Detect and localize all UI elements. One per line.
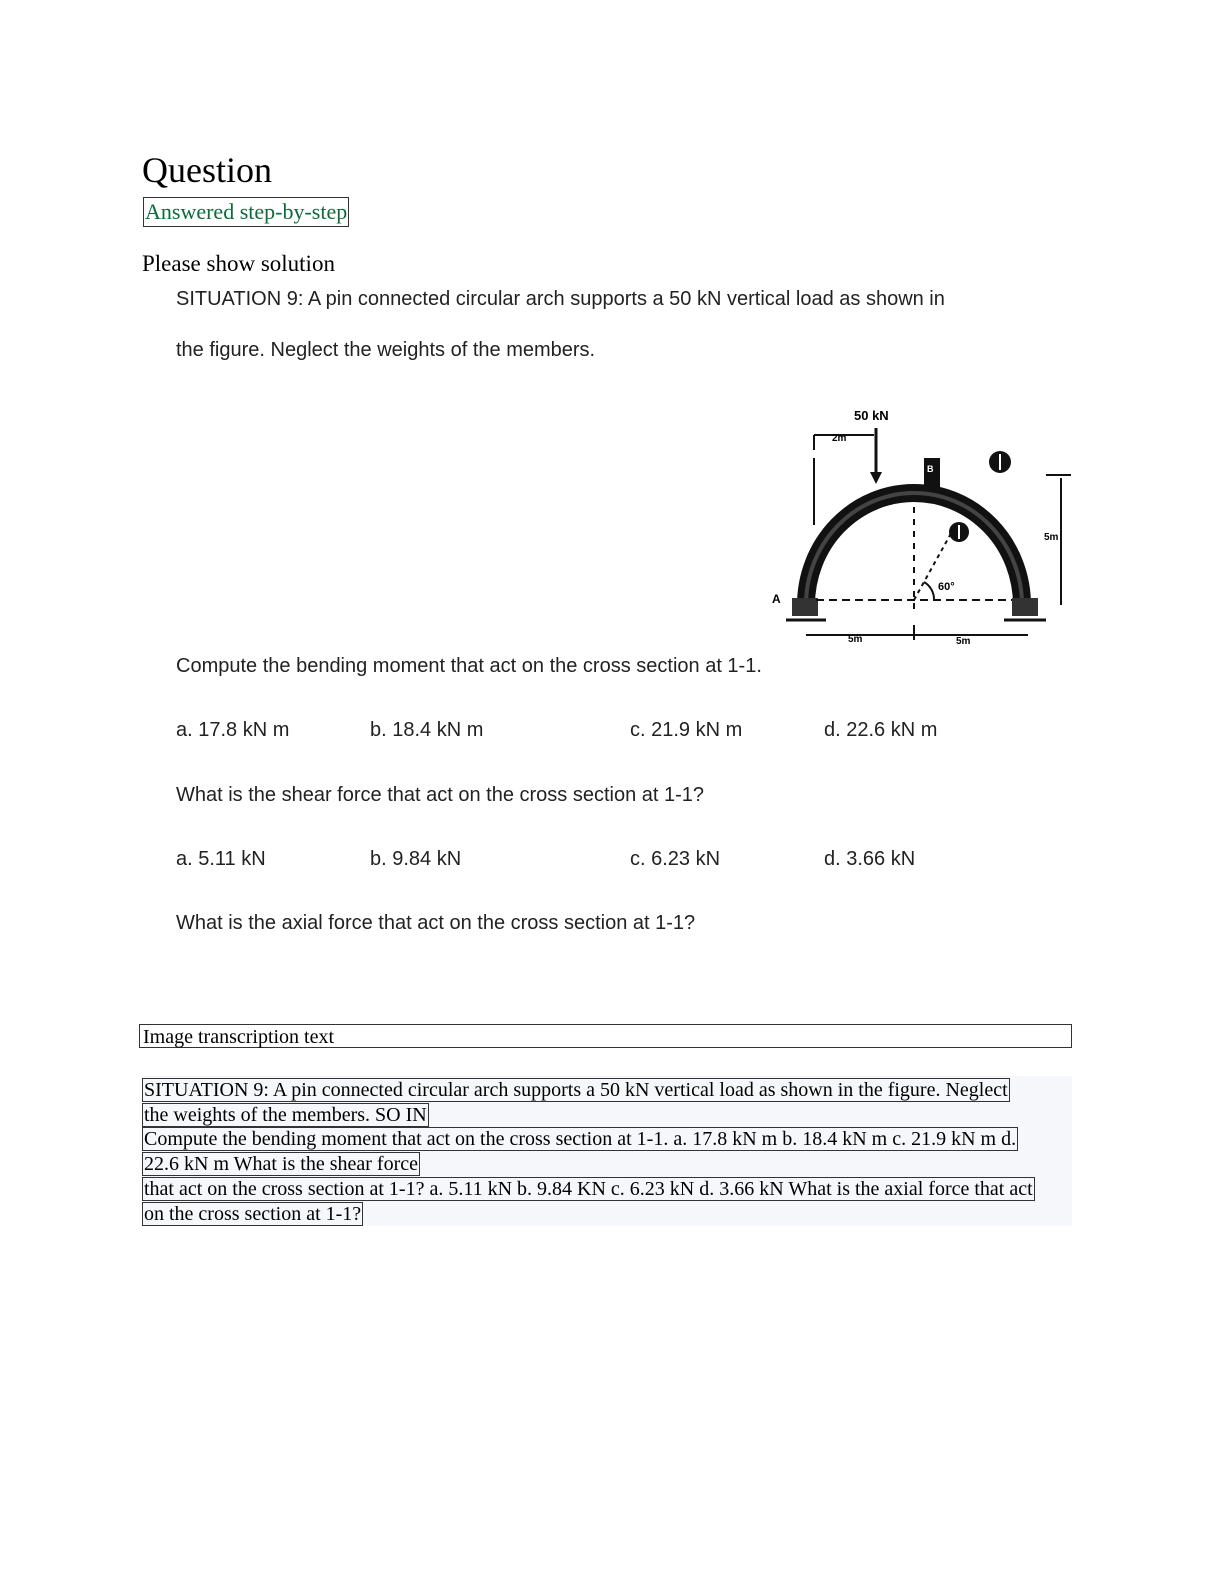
dim-bottom-left-label: 5m [848,634,863,645]
load-label: 50 kN [854,408,889,423]
transcription-line: the weights of the members. SO IN [144,1104,427,1126]
q2-option-b: b. 9.84 kN [370,848,462,870]
q1-option-d: d. 22.6 kN m [824,719,938,741]
transcription-body [142,1076,1072,1226]
load-arrow-head [870,472,882,484]
support-right [1012,598,1038,616]
arch-figure [766,400,1076,650]
q2-option-a: a. 5.11 kN [176,848,266,870]
situation-line-1: SITUATION 9: A pin connected circular arch supports a 50 kN vertical load as shown in [176,288,945,310]
support-left [792,598,818,616]
q1-option-a: a. 17.8 kN m [176,719,290,741]
dim-bottom-right-label: 5m [956,636,971,647]
transcription-line: SITUATION 9: A pin connected circular arch supports a 50 kN vertical load as shown in the figure. Neglect [144,1079,1008,1101]
transcription-header[interactable]: Image transcription text [139,1024,1072,1048]
question-bending-moment: Compute the bending moment that act on the cross section at 1-1. [176,655,762,677]
label-a: A [772,592,781,606]
page-title: Question [142,150,272,190]
angle-label: 60° [938,581,955,593]
q1-option-c: c. 21.9 kN m [630,719,743,741]
q2-option-c: c. 6.23 kN [630,848,721,870]
question-axial-force: What is the axial force that act on the cross section at 1-1? [176,912,696,934]
angle-arc [924,582,934,600]
transcription-line: Compute the bending moment that act on the cross section at 1-1. a. 17.8 kN m b. 18.4 kN m c. 21.9 kN m d. [144,1128,1017,1150]
transcription-line: on the cross section at 1-1? [144,1203,362,1225]
question-prompt: Please show solution [142,251,335,276]
dim-right-label: 5m [1044,532,1059,543]
situation-line-2: the figure. Neglect the weights of the members. [176,339,596,361]
dim-top-label: 2m [832,433,847,444]
transcription-line: that act on the cross section at 1-1? a. 5.11 kN b. 9.84 KN c. 6.23 kN d. 3.66 kN What is the axial force that act [144,1178,1033,1200]
transcription-line: 22.6 kN m What is the shear force [144,1153,418,1175]
answered-badge[interactable]: Answered step-by-step [143,197,349,227]
q1-option-b: b. 18.4 kN m [370,719,484,741]
label-b: B [927,464,934,474]
question-shear-force: What is the shear force that act on the cross section at 1-1? [176,784,705,806]
q2-option-d: d. 3.66 kN [824,848,916,870]
